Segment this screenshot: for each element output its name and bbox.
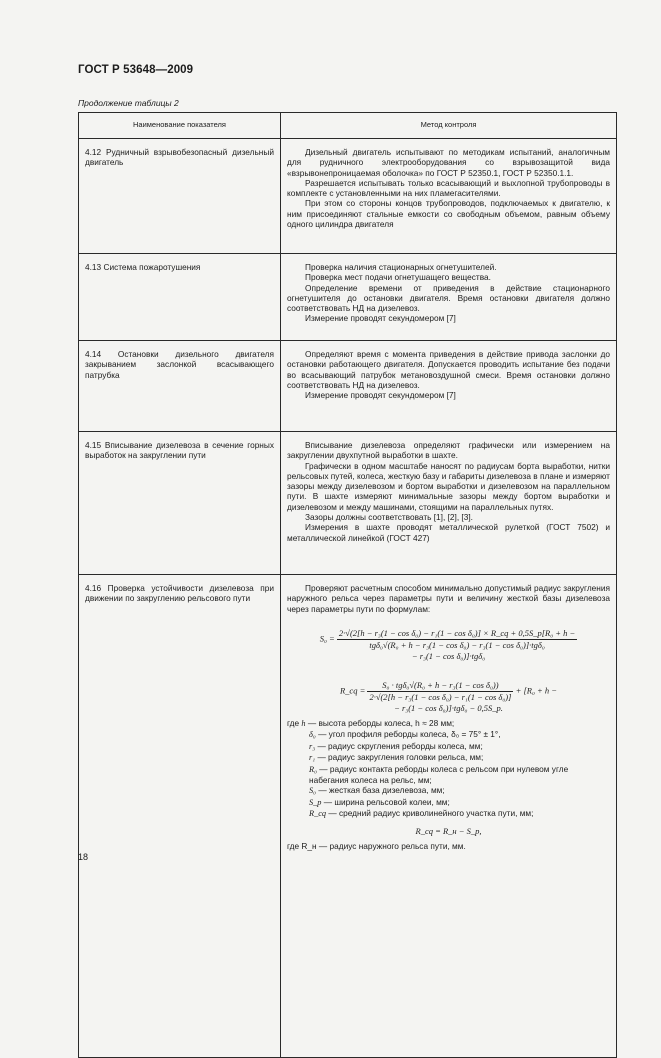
symbol-definition: r₃ — радиус скругления реборды колеса, мм; bbox=[309, 740, 483, 751]
table-continuation-label: Продолжение таблицы 2 bbox=[78, 98, 179, 108]
symbol-definition: S₀ — жесткая база дизелевоза, мм; bbox=[309, 785, 445, 796]
symbol-definitions bbox=[287, 718, 610, 820]
table-row bbox=[79, 254, 617, 341]
method-paragraph: Зазоры должны соответствовать [1], [2], [3]. bbox=[305, 512, 473, 523]
table-row bbox=[79, 341, 617, 432]
method-paragraph: Разрешается испытывать только всасывающий и выхлопной трубопроводы в комплекте с установленными на них пламегасителями. bbox=[287, 177, 610, 199]
formula-lhs: S₀ = bbox=[319, 633, 335, 644]
method-paragraph: Проверяют расчетным способом минимально допустимый радиус закругления наружного рельса через параметры пути и величину жесткой базы дизелевоза через параметры пути по формулам: bbox=[287, 583, 610, 614]
formula-base-length bbox=[287, 628, 610, 662]
formula-fraction bbox=[367, 680, 513, 703]
row-method-cell bbox=[281, 254, 617, 341]
formula-denominator: 2·√(2[h − r₃(1 − cos δ₀) − r₁(1 − cos δ₀)] bbox=[369, 691, 512, 702]
method-paragraph: Определение времени от приведения в действие стационарного огнетушителя до остановки двигателя. Время остановки двигателя должно соответствовать НД на дизелевоз. bbox=[287, 282, 610, 314]
row-name-cell: 4.16 Проверка устойчивости дизелевоза при движении по закруглению рельсового пути bbox=[79, 575, 281, 1058]
method-paragraph: Измерения в шахте проводят металлической рулеткой (ГОСТ 7502) и металлической линейкой (ГОСТ 427) bbox=[287, 522, 610, 543]
table-row bbox=[79, 432, 617, 575]
table-header-row bbox=[79, 113, 617, 139]
symbol-definition: r₁ — радиус закругления головки рельса, мм; bbox=[309, 752, 484, 763]
method-paragraph: Проверка наличия стационарных огнетушителей. bbox=[305, 262, 497, 272]
column-header-name: Наименование показателя bbox=[79, 113, 281, 139]
method-paragraph: где R_н — радиус наружного рельса пути, мм. bbox=[287, 840, 466, 851]
method-paragraph: Вписывание дизелевоза определяют графически или измерением на закруглении двухпутной выработки в шахте. bbox=[287, 440, 610, 461]
method-paragraph: При этом со стороны концов трубопроводов, подключаемых к двигателю, к ним присоединяют стальные емкости со свободным объемом, равным объему одного цилиндра двигателя bbox=[287, 198, 610, 230]
method-paragraph: Проверка мест подачи огнетушащего вещества. bbox=[305, 272, 491, 283]
symbol-definition: δ₀ — угол профиля реборды колеса, δ₀ = 75° ± 1°, bbox=[309, 729, 501, 740]
table-row bbox=[79, 575, 617, 1058]
table-row bbox=[79, 139, 617, 254]
formula-radius-relation: R_cq = R_н − S_p, bbox=[415, 825, 482, 836]
formula-numerator: 2·√(2[h − r₃(1 − cos δ₀) − r₁(1 − cos δ₀)] × R_cq + 0,5S_p[R₀ + h − bbox=[338, 627, 576, 638]
symbol-definition: где h — высота реборды колеса, h ≈ 28 мм; bbox=[287, 717, 455, 728]
formula-middle: + [R₀ + h − bbox=[515, 685, 557, 696]
formula-numerator: S₀ · tgδ₀√(R₀ + h − r₃(1 − cos δ₀)) bbox=[367, 680, 513, 692]
formula-lhs: R_cq = bbox=[339, 685, 366, 696]
formula-radius bbox=[287, 680, 610, 714]
symbol-definition: R_cq — средний радиус криволинейного участка пути, мм; bbox=[309, 808, 534, 819]
row-method-cell bbox=[281, 139, 617, 254]
row-name-cell: 4.15 Вписывание дизелевоза в сечение горных выработок на закруглении пути bbox=[79, 432, 281, 575]
document-header: ГОСТ Р 53648—2009 bbox=[78, 64, 194, 76]
methods-table bbox=[78, 112, 617, 1058]
method-paragraph: Дизельный двигатель испытывают по методикам испытаний, аналогичным для рудничного электрооборудования со взрывозащитой вида «взрывонепроницаемая оболочка» по ГОСТ Р 52350.1, ГОСТ Р 52350.1.1. bbox=[287, 147, 610, 178]
column-header-method: Метод контроля bbox=[281, 113, 617, 139]
row-name-cell: 4.14 Остановки дизельного двигателя закрыванием заслонкой всасывающего патрубка bbox=[79, 341, 281, 432]
method-paragraph: Графически в одном масштабе наносят по радиусам борта выработки, нитки рельсовых путей, колеса, жесткую базу и габариты дизелевоза в плане и измеряют зазоры между дизелевозом и бортом выработки и дизелевозом на параллельном пути. В шахте измеряют минимальные зазоры между бортом выработки и дизелевозом и между машинами, стоящими на параллельных путях. bbox=[287, 460, 610, 512]
row-method-cell bbox=[281, 432, 617, 575]
symbol-definition: S_p — ширина рельсовой колеи, мм; bbox=[309, 796, 450, 807]
formula-continuation: − r₃(1 − cos δ₀)]·tgδ₀ bbox=[411, 650, 486, 661]
symbol-definition: R₀ — радиус контакта реборды колеса с рельсом при нулевом угле набегания колеса на рельс, мм; bbox=[309, 763, 569, 785]
row-name-cell: 4.13 Система пожаротушения bbox=[79, 254, 281, 341]
formula-fraction bbox=[337, 628, 577, 651]
formula-denominator: tgδ₀√(R₀ + h − r₃(1 − cos δ₀) − r₃(1 − cos δ₀)]·tgδ₀ bbox=[369, 639, 545, 650]
row-method-cell bbox=[281, 341, 617, 432]
method-paragraph: Определяют время с момента приведения в действие привода заслонки до остановки работающего двигателя. Допускается проводить испытание без подачи во всасывающий патрубок метановоздушной смеси. Время остановки должно соответствовать НД на дизелевоз. bbox=[287, 349, 610, 390]
row-name-cell: 4.12 Рудничный взрывобезопасный дизельный двигатель bbox=[79, 139, 281, 254]
method-paragraph: Измерение проводят секундомером [7] bbox=[305, 390, 456, 401]
method-paragraph: Измерение проводят секундомером [7] bbox=[305, 313, 456, 324]
formula-continuation: − r₃(1 − cos δ₀)]·tgδ₀ − 0,5S_p. bbox=[394, 702, 503, 713]
row-method-cell bbox=[281, 575, 617, 1058]
page-number: 18 bbox=[78, 852, 89, 862]
